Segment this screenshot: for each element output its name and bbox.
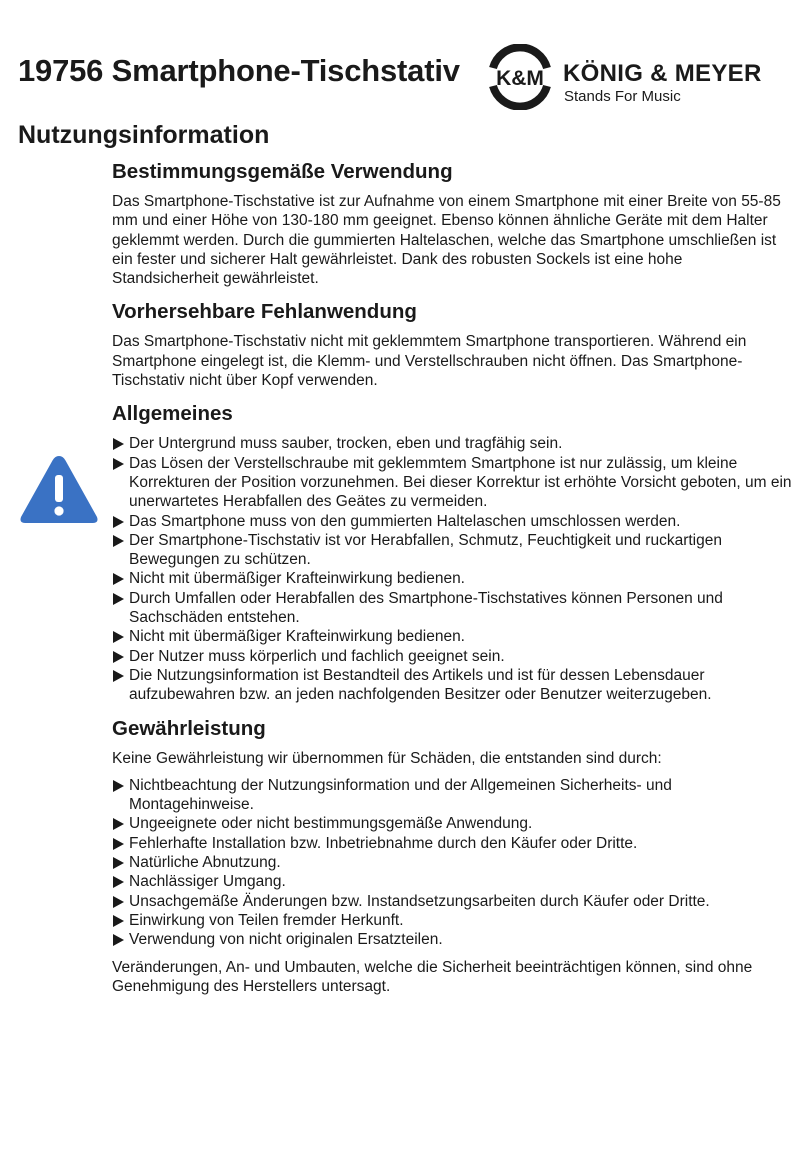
list-item-text: Der Untergrund muss sauber, trocken, eben und tragfähig sein. bbox=[129, 435, 563, 453]
logo-text: K&M bbox=[496, 67, 544, 90]
warranty-intro: Keine Gewährleistung wir übernommen für Schäden, die entstanden sind durch: bbox=[112, 749, 662, 767]
list-item-text: Ungeeignete oder nicht bestimmungsgemäße Anwendung. bbox=[129, 815, 533, 833]
bullet-arrow-icon bbox=[113, 516, 124, 528]
bullet-arrow-icon bbox=[113, 573, 124, 585]
section-misuse bbox=[112, 300, 792, 390]
bullet-arrow-icon bbox=[113, 631, 124, 643]
document-title: 19756 Smartphone-Tischstativ bbox=[18, 53, 460, 88]
list-item bbox=[112, 853, 792, 872]
section-text: Das Smartphone-Tischstative ist zur Aufnahme von einem Smartphone mit einer Breite von 55-85 mm und einer Höhe von 130-180 mm geeignet. Ebenso können ähnliche Geräte mit dem Halter geklemmt werden. Durch die gummierten Haltelaschen, welche das Smartphone umschließen ist ein fester und sicherer Halt gewährleistet. Dank des robusten Sockels ist eine hohe Standsicherheit gewährleistet. bbox=[112, 193, 781, 288]
list-item-text: Durch Umfallen oder Herabfallen des Smartphone-Tischstatives können Personen und Sachschäden entstehen. bbox=[129, 589, 723, 627]
section-general bbox=[112, 402, 792, 704]
general-list bbox=[112, 434, 792, 704]
bullet-arrow-icon bbox=[113, 818, 124, 830]
list-item-text: Das Smartphone muss von den gummierten Haltelaschen umschlossen werden. bbox=[129, 512, 681, 530]
list-item bbox=[112, 911, 792, 930]
list-item bbox=[112, 569, 792, 588]
brand-name: KÖNIG & MEYER bbox=[563, 60, 762, 87]
list-item bbox=[112, 627, 792, 646]
list-item bbox=[112, 666, 792, 705]
bullet-arrow-icon bbox=[113, 934, 124, 946]
section-heading: Vorhersehbare Fehlanwendung bbox=[112, 300, 417, 324]
list-item bbox=[112, 834, 792, 853]
list-item-text: Unsachgemäße Änderungen bzw. Instandsetzungsarbeiten durch Käufer oder Dritte. bbox=[129, 892, 710, 910]
section-heading: Allgemeines bbox=[112, 402, 233, 426]
bullet-arrow-icon bbox=[113, 857, 124, 869]
list-item bbox=[112, 531, 792, 570]
list-item bbox=[112, 930, 792, 949]
warranty-list bbox=[112, 776, 792, 950]
list-item bbox=[112, 776, 792, 815]
main-content bbox=[112, 160, 792, 996]
list-item-text: Fehlerhafte Installation bzw. Inbetriebnahme durch den Käufer oder Dritte. bbox=[129, 834, 638, 852]
km-logo bbox=[480, 44, 560, 110]
bullet-arrow-icon bbox=[113, 838, 124, 850]
warning-triangle-icon bbox=[17, 451, 101, 527]
list-item-text: Der Nutzer muss körperlich und fachlich geeignet sein. bbox=[129, 647, 505, 665]
logo-ring-top bbox=[493, 47, 547, 68]
section-intended-use bbox=[112, 160, 792, 288]
list-item bbox=[112, 872, 792, 891]
list-item-text: Die Nutzungsinformation ist Bestandteil des Artikels und ist für dessen Lebensdauer aufzubewahren bzw. an jeden nachfolgenden Besitzer oder Benutzer weiterzugeben. bbox=[129, 666, 712, 704]
list-item-text: Nichtbeachtung der Nutzungsinformation und der Allgemeinen Sicherheits- und Montagehinweise. bbox=[129, 776, 672, 814]
list-item bbox=[112, 589, 792, 628]
bullet-arrow-icon bbox=[113, 458, 124, 470]
list-item-text: Einwirkung von Teilen fremder Herkunft. bbox=[129, 911, 404, 929]
list-item-text: Der Smartphone-Tischstativ ist vor Herabfallen, Schmutz, Feuchtigkeit und ruckartigen Bewegungen zu schützen. bbox=[129, 531, 722, 569]
list-item-text: Nicht mit übermäßiger Krafteinwirkung bedienen. bbox=[129, 628, 465, 646]
list-item-text: Natürliche Abnutzung. bbox=[129, 854, 281, 872]
section-heading: Bestimmungsgemäße Verwendung bbox=[112, 160, 453, 183]
bullet-arrow-icon bbox=[113, 438, 124, 450]
bullet-arrow-icon bbox=[113, 670, 124, 682]
list-item bbox=[112, 892, 792, 911]
list-item-text: Nachlässiger Umgang. bbox=[129, 873, 286, 891]
bullet-arrow-icon bbox=[113, 535, 124, 547]
list-item bbox=[112, 814, 792, 833]
page-heading: Nutzungsinformation bbox=[18, 121, 270, 149]
warranty-closing: Veränderungen, An- und Umbauten, welche die Sicherheit beeinträchtigen können, sind ohne Genehmigung des Herstellers untersagt. bbox=[112, 958, 753, 995]
list-item bbox=[112, 512, 792, 531]
section-heading: Gewährleistung bbox=[112, 716, 266, 740]
bullet-arrow-icon bbox=[113, 896, 124, 908]
bullet-arrow-icon bbox=[113, 876, 124, 888]
bullet-arrow-icon bbox=[113, 651, 124, 663]
document-header bbox=[18, 44, 793, 110]
bullet-arrow-icon bbox=[113, 780, 124, 792]
list-item-text: Verwendung von nicht originalen Ersatzteilen. bbox=[129, 931, 443, 949]
list-item bbox=[112, 647, 792, 666]
list-item bbox=[112, 434, 792, 453]
bullet-arrow-icon bbox=[113, 593, 124, 605]
list-item-text: Nicht mit übermäßiger Krafteinwirkung bedienen. bbox=[129, 570, 465, 588]
list-item-text: Das Lösen der Verstellschraube mit geklemmtem Smartphone ist nur zulässig, um kleine Korrekturen der Position vorzunehmen. Bei dieser Korrektur ist erhöhte Vorsicht geboten, um ein unerwartetes Herabfallen des Geätes zu vermeiden. bbox=[129, 454, 792, 511]
list-item bbox=[112, 454, 792, 512]
brand-tagline: Stands For Music bbox=[564, 88, 681, 105]
section-warranty bbox=[112, 717, 792, 997]
bullet-arrow-icon bbox=[113, 915, 124, 927]
section-text: Das Smartphone-Tischstativ nicht mit geklemmtem Smartphone transportieren. Während ein Smartphone eingelegt ist, die Klemm- und Verstellschrauben nicht öffnen. Das Smartphone-Tischstativ nicht über Kopf verwenden. bbox=[112, 333, 747, 390]
